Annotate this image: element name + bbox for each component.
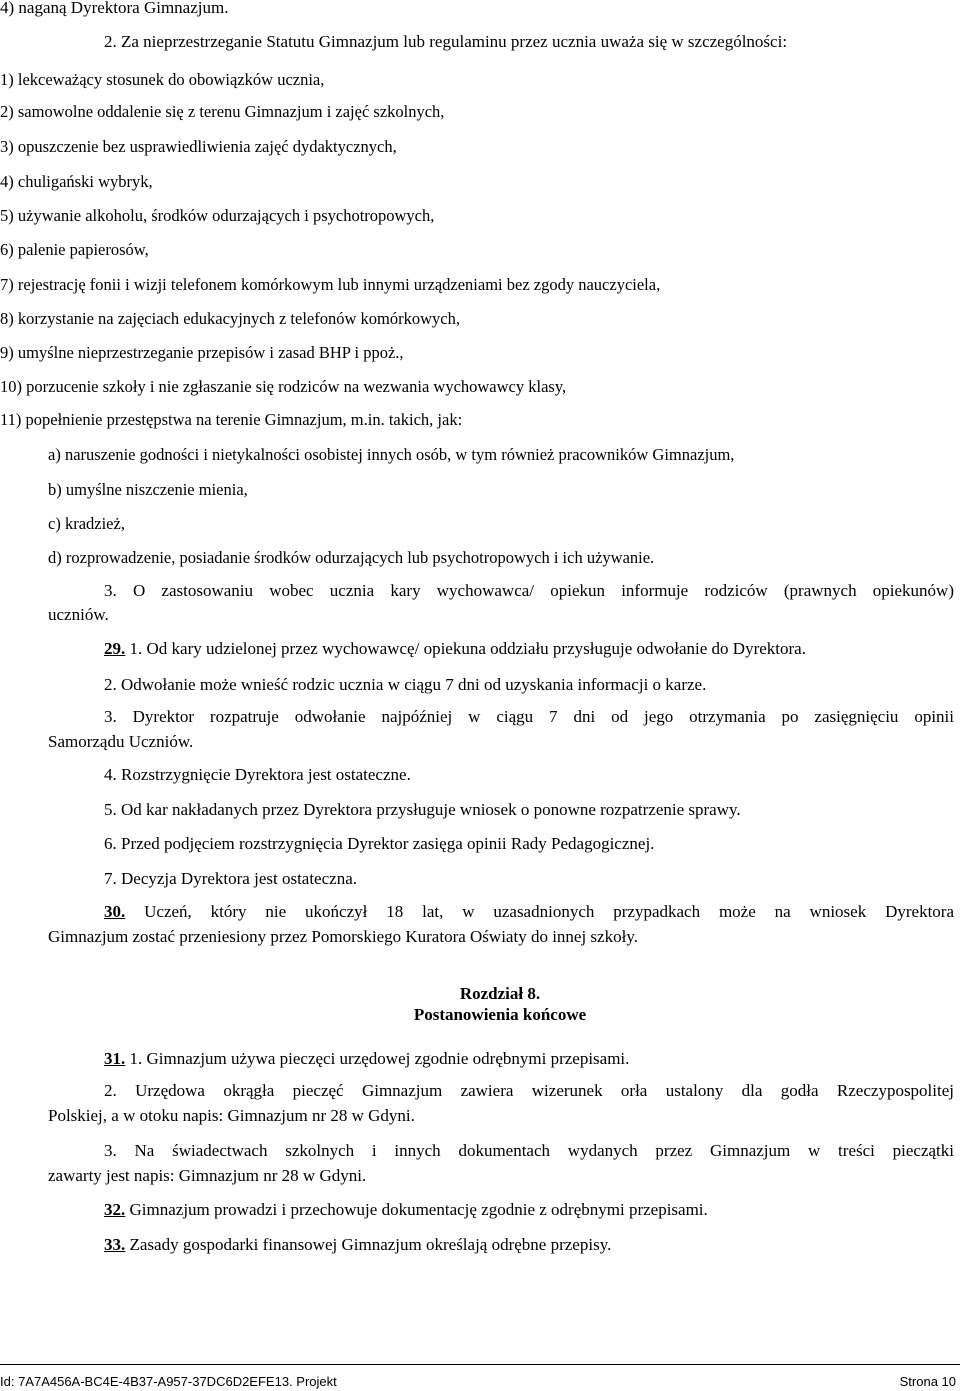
list-item-11: 11) popełnienie przestępstwa na terenie Gimnazjum, m.in. takich, jak:: [0, 410, 463, 429]
section-33-number: 33.: [104, 1235, 126, 1254]
section-29-item-1-text: 1. Od kary udzielonej przez wychowawcę/ opiekuna oddziału przysługuje odwołanie do Dyrektora.: [125, 639, 806, 658]
section-29-item-1: [104, 639, 806, 659]
section-30-line-2: Gimnazjum zostać przeniesiony przez Pomorskiego Kuratora Oświaty do innej szkoły.: [48, 927, 638, 946]
section-33-text: Zasady gospodarki finansowej Gimnazjum określają odrębne przepisy.: [125, 1235, 612, 1254]
sublist-item-a: a) naruszenie godności i nietykalności osobistej innych osób, w tym również pracowników Gimnazjum,: [48, 445, 735, 464]
sublist-item-d: d) rozprowadzenie, posiadanie środków odurzających lub psychotropowych i ich używanie.: [48, 548, 655, 567]
chapter-title: Rozdział 8.: [459, 984, 541, 1003]
list-item-4: 4) chuligański wybryk,: [0, 172, 153, 191]
footer-document-id: Id: 7A7A456A-BC4E-4B37-A957-37DC6D2EFE13. Projekt: [0, 1374, 337, 1389]
list-item-6: 6) palenie papierosów,: [0, 240, 149, 259]
list-item-3: 3) opuszczenie bez usprawiedliwienia zajęć dydaktycznych,: [0, 137, 397, 156]
section-29-item-7: 7. Decyzja Dyrektora jest ostateczna.: [104, 869, 357, 888]
list-item-7: 7) rejestrację fonii i wizji telefonem komórkowym lub innymi urządzeniami bez zgody nauczyciela,: [0, 275, 661, 294]
list-item-1: 1) lekceważący stosunek do obowiązków ucznia,: [0, 70, 325, 89]
paragraph-2-intro: 2. Za nieprzestrzeganie Statutu Gimnazjum lub regulaminu przez ucznia uważa się w szczególności:: [104, 32, 788, 51]
section-30-line-1: [48, 902, 954, 922]
section-29-item-3-line-2: Samorządu Uczniów.: [48, 732, 194, 751]
section-29-item-5: 5. Od kar nakładanych przez Dyrektora przysługuje wniosek o ponowne rozpatrzenie sprawy.: [104, 800, 741, 819]
section-31-item-2-line-2: Polskiej, a w otoku napis: Gimnazjum nr 28 w Gdyni.: [48, 1106, 415, 1125]
section-29-item-6: 6. Przed podjęciem rozstrzygnięcia Dyrektor zasięga opinii Rady Pedagogicznej.: [104, 834, 655, 853]
list-item-9: 9) umyślne nieprzestrzeganie przepisów i zasad BHP i ppoż.,: [0, 343, 404, 362]
section-32: [104, 1200, 708, 1220]
section-29-item-3-line-1: 3. Dyrektor rozpatruje odwołanie najpóźniej w ciągu 7 dni od jego otrzymania po zasięgnięciu opinii: [104, 707, 954, 726]
sublist-item-b: b) umyślne niszczenie mienia,: [48, 480, 248, 499]
section-31-item-1-text: 1. Gimnazjum używa pieczęci urzędowej zgodnie odrębnymi przepisami.: [125, 1049, 630, 1068]
paragraph-3-line-1: 3. O zastosowaniu wobec ucznia kary wychowawca/ opiekun informuje rodziców (prawnych opiekunów): [104, 581, 954, 600]
section-29-item-2: 2. Odwołanie może wnieść rodzic ucznia w ciągu 7 dni od uzyskania informacji o karze.: [104, 675, 707, 694]
section-33: [104, 1235, 611, 1255]
sublist-item-c: c) kradzież,: [48, 514, 125, 533]
section-29-item-4: 4. Rozstrzygnięcie Dyrektora jest ostateczne.: [104, 765, 411, 784]
section-30-number: 30.: [104, 902, 126, 921]
list-item-5: 5) używanie alkoholu, środków odurzających i psychotropowych,: [0, 206, 435, 225]
list-item-2: 2) samowolne oddalenie się z terenu Gimnazjum i zajęć szkolnych,: [0, 102, 445, 121]
paragraph-penalty-item-4: 4) naganą Dyrektora Gimnazjum.: [0, 0, 229, 17]
section-29-number: 29.: [104, 639, 126, 658]
section-31-item-1: [104, 1049, 629, 1069]
section-31-item-3-line-2: zawarty jest napis: Gimnazjum nr 28 w Gdyni.: [48, 1166, 367, 1185]
section-31-item-2-line-1: 2. Urzędowa okrągła pieczęć Gimnazjum zawiera wizerunek orła ustalony dla godła Rzeczypospolitej: [104, 1081, 954, 1100]
footer-page-number: Strona 10: [899, 1374, 956, 1389]
section-31-number: 31.: [104, 1049, 126, 1068]
chapter-subtitle: Postanowienia końcowe: [413, 1005, 587, 1024]
list-item-10: 10) porzucenie szkoły i nie zgłaszanie się rodziców na wezwania wychowawcy klasy,: [0, 377, 567, 396]
section-32-text: Gimnazjum prowadzi i przechowuje dokumentację zgodnie z odrębnymi przepisami.: [125, 1200, 708, 1219]
section-31-item-3-line-1: 3. Na świadectwach szkolnych i innych dokumentach wydanych przez Gimnazjum w treści pieczątki: [104, 1141, 954, 1160]
footer-divider: [0, 1364, 960, 1365]
section-30-line-1-text: Uczeń, który nie ukończył 18 lat, w uzasadnionych przypadkach może na wniosek Dyrektora: [125, 902, 954, 921]
list-item-8: 8) korzystanie na zajęciach edukacyjnych z telefonów komórkowych,: [0, 309, 460, 328]
paragraph-3-line-2: uczniów.: [48, 605, 109, 624]
section-32-number: 32.: [104, 1200, 126, 1219]
